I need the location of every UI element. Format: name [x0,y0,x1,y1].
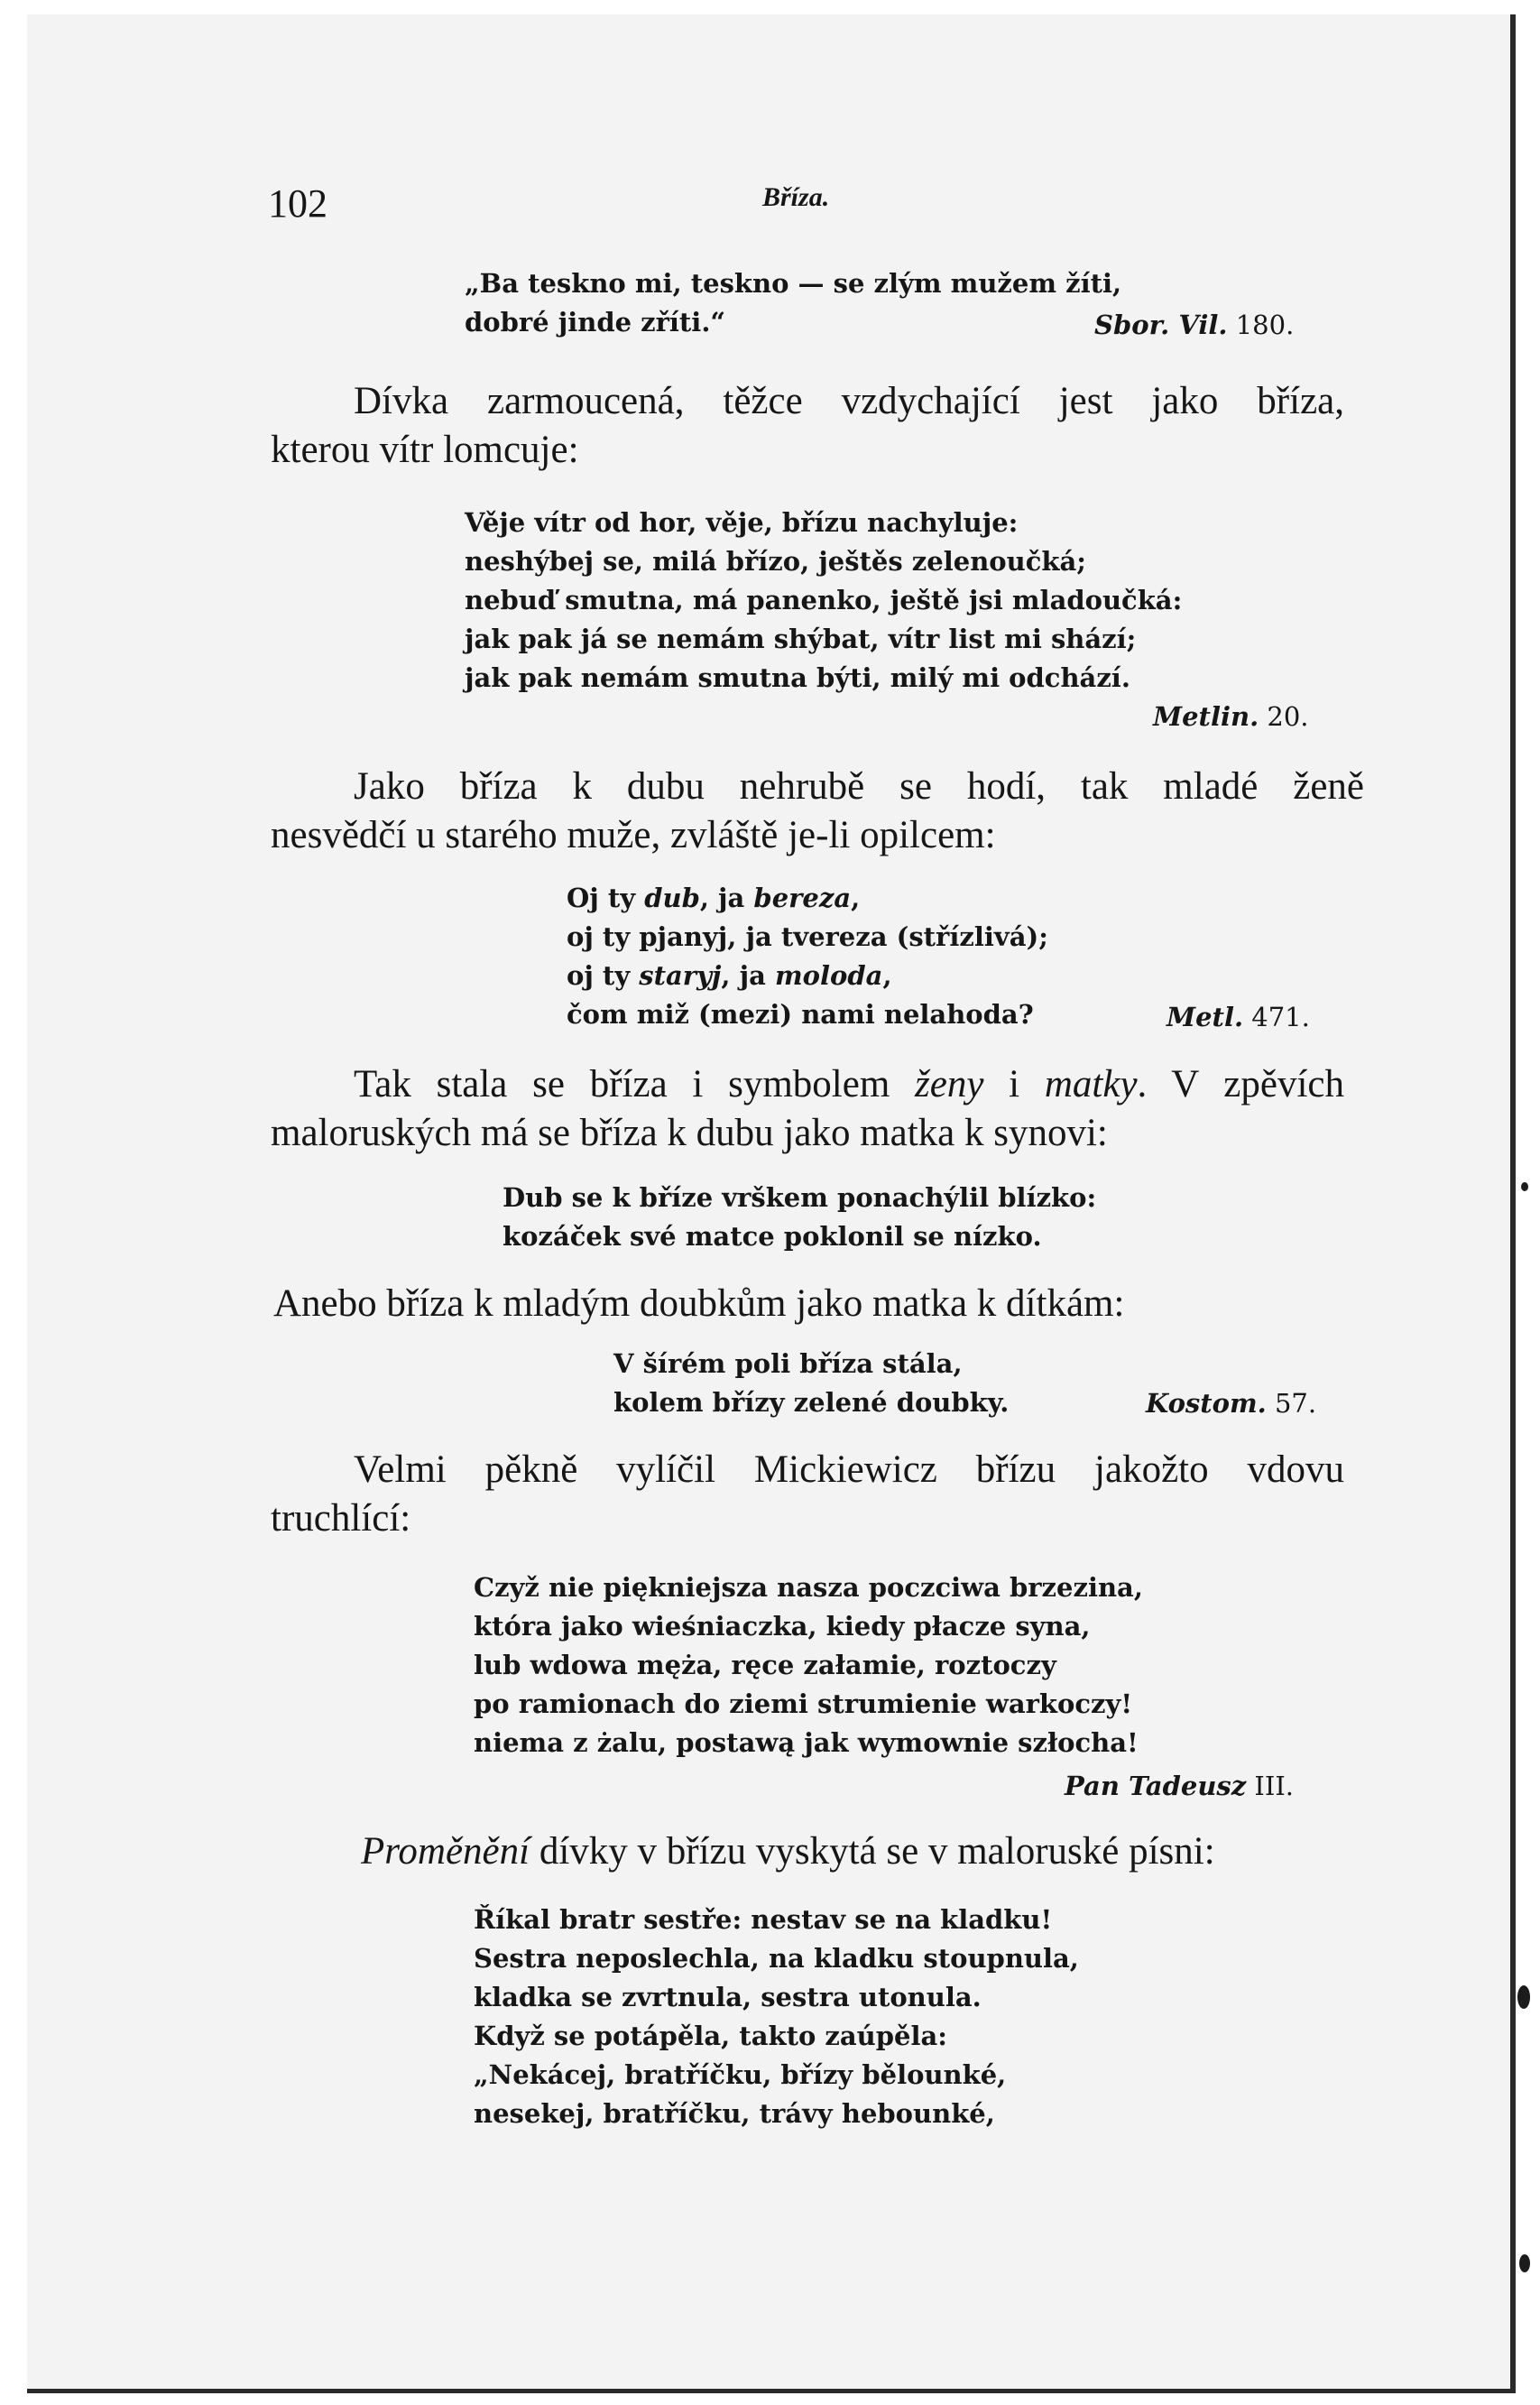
source-ref: 57. [1274,1388,1317,1419]
source-title: Metl. [1167,1002,1244,1032]
prose-line: nesvědčí u starého muže, zvláště je-li opilcem: [271,814,996,856]
verse-line: Dub se k bříze vrškem ponachýlil blízko: [503,1182,1097,1213]
verse-line: Sestra neposlechla, na kladku stoupnula, [474,1943,1079,1974]
verse-line: kozáček své matce poklonil se nízko. [503,1221,1042,1252]
verse-line: Říkal bratr sestře: nestav se na kladku! [474,1904,1053,1935]
prose-line: Velmi pěkně vylíčil Mickiewicz břízu jakožto vdovu [354,1448,1344,1491]
quote-block-3 [567,879,1048,1034]
verse-line: „Nekácej, bratříčku, břízy bělounké, [474,2059,1007,2090]
source-ref: III. [1254,1771,1295,1801]
quote-block-5 [613,1345,1009,1422]
verse-line: jak pak já se nemám shýbat, vítr list mi shází; [465,624,1137,654]
source-ref: 471. [1251,1002,1310,1032]
verse-line: Věje vítr od hor, věje, břízu nachyluje: [465,507,1019,538]
prose-line: truchlící: [271,1497,411,1540]
verse-line: nebuď smutna, má panenko, ještě jsi mladoučká: [465,585,1183,615]
verse-line: po ramionach do ziemi strumienie warkoczy! [474,1688,1133,1719]
source-title: Sbor. Vil. [1094,310,1228,340]
prose-line: kterou vítr lomcuje: [271,429,579,471]
prose-line: Proměnění dívky v břízu vyskytá se v maloruské písni: [361,1830,1215,1873]
verse-line: Oj ty dub, ja bereza, [567,883,861,913]
page-number: 102 [268,181,327,226]
scan-blot [1517,1985,1530,2009]
paragraph-2 [271,763,1364,860]
verse-line: neshýbej se, milá břízo, ještěs zelenoučká; [465,546,1086,577]
source-citation-1 [1094,310,1294,340]
verse-line: V šírém poli bříza stála, [613,1348,963,1379]
verse-line: lub wdowa męża, ręce załamie, roztoczy [474,1650,1056,1680]
paragraph-5 [271,1446,1344,1543]
paragraph-4 [273,1280,1124,1328]
paragraph-1 [271,377,1344,475]
source-citation-6 [1065,1771,1294,1801]
verse-line: dobré jinde zříti.“ [465,307,726,338]
quote-block-6 [474,1568,1143,1762]
verse-line: nesekej, bratříčku, trávy hebounké, [474,2098,995,2129]
prose-line: Jako bříza k dubu nehrubě se hodí, tak mladé ženě [354,765,1364,808]
verse-line: kolem břízy zelené doubky. [613,1387,1010,1418]
source-title: Metlin. [1153,701,1259,732]
verse-line: oj ty staryj, ja moloda, [567,960,892,991]
running-head: Bříza. [762,182,830,212]
verse-line: čom miž (mezi) nami nelahoda? [567,999,1034,1030]
quote-block-1 [465,264,1121,342]
source-title: Kostom. [1146,1388,1267,1419]
quote-block-2 [465,504,1182,698]
source-citation-5 [1146,1388,1316,1419]
verse-line: oj ty pjanyj, ja tvereza (střízlivá); [567,921,1048,952]
scan-blot [1521,1182,1528,1191]
source-ref: 20. [1267,701,1309,732]
quote-block-7 [474,1901,1079,2133]
verse-line: jak pak nemám smutna býti, milý mi odchází. [465,662,1130,693]
verse-line: kladka se zvrtnula, sestra utonula. [474,1982,982,2012]
paragraph-3 [271,1060,1344,1158]
source-ref: 180. [1235,310,1295,340]
scan-blot [1519,2254,1530,2272]
paragraph-6 [361,1827,1215,1876]
verse-line: niema z żalu, postawą jak wymownie szłocha! [474,1727,1139,1758]
source-citation-3 [1167,1002,1310,1032]
prose-line: maloruských má se bříza k dubu jako matka k synovi: [271,1112,1108,1154]
italic-term: Proměnění [361,1830,530,1873]
source-title: Pan Tadeusz [1065,1771,1247,1801]
prose-line: Anebo bříza k mladým doubkům jako matka k dítkám: [273,1282,1125,1325]
prose-line: Dívka zarmoucená, těžce vzdychající jest jako bříza, [354,380,1344,422]
verse-line: Czyž nie piękniejsza nasza poczciwa brzezina, [474,1572,1143,1603]
prose-line: Tak stala se bříza i symbolem ženy i matky. V zpěvích [354,1063,1344,1105]
verse-line: Když se potápěla, takto zaúpěla: [474,2021,948,2051]
source-citation-2 [1153,701,1309,732]
verse-line: „Ba teskno mi, teskno — se zlým mužem žíti, [465,268,1122,299]
verse-line: która jako wieśniaczka, kiedy płacze syna, [474,1611,1091,1642]
quote-block-4 [503,1179,1096,1256]
